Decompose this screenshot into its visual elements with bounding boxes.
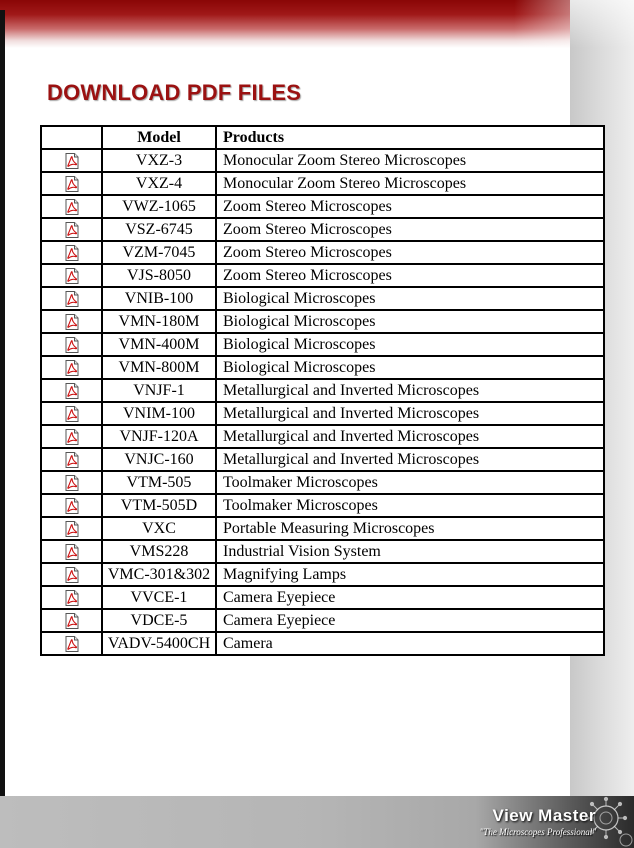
model-cell: VXC (102, 517, 216, 540)
pdf-link-cell (41, 425, 102, 448)
pdf-link-cell (41, 264, 102, 287)
table-row (41, 471, 604, 494)
product-cell: Zoom Stereo Microscopes (216, 241, 604, 264)
table-row (41, 609, 604, 632)
pdf-file-icon[interactable] (65, 498, 79, 514)
pdf-link-cell (41, 310, 102, 333)
pdf-link-cell (41, 172, 102, 195)
model-cell: VJS-8050 (102, 264, 216, 287)
pdf-file-icon[interactable] (65, 475, 79, 491)
pdf-file-icon[interactable] (65, 268, 79, 284)
pdf-link-cell (41, 195, 102, 218)
table-row (41, 356, 604, 379)
model-cell: VTM-505 (102, 471, 216, 494)
pdf-file-icon[interactable] (65, 613, 79, 629)
pdf-file-icon[interactable] (65, 521, 79, 537)
pdf-link-cell (41, 379, 102, 402)
pdf-file-icon[interactable] (65, 222, 79, 238)
pdf-link-cell (41, 540, 102, 563)
table-row (41, 632, 604, 655)
model-cell: VMN-180M (102, 310, 216, 333)
table-row (41, 195, 604, 218)
pdf-link-cell (41, 287, 102, 310)
model-cell: VVCE-1 (102, 586, 216, 609)
pdf-link-cell (41, 586, 102, 609)
pdf-file-icon[interactable] (65, 567, 79, 583)
pdf-file-icon[interactable] (65, 153, 79, 169)
product-cell: Monocular Zoom Stereo Microscopes (216, 172, 604, 195)
product-cell: Industrial Vision System (216, 540, 604, 563)
pdf-link-cell (41, 494, 102, 517)
model-cell: VXZ-4 (102, 172, 216, 195)
pdf-download-table (40, 125, 605, 656)
product-cell: Camera Eyepiece (216, 586, 604, 609)
product-cell: Biological Microscopes (216, 287, 604, 310)
product-cell: Biological Microscopes (216, 310, 604, 333)
table-row (41, 149, 604, 172)
header-icon-cell (41, 126, 102, 149)
pdf-link-cell (41, 448, 102, 471)
pdf-file-icon[interactable] (65, 544, 79, 560)
product-cell: Zoom Stereo Microscopes (216, 218, 604, 241)
pdf-file-icon[interactable] (65, 429, 79, 445)
table-row (41, 333, 604, 356)
pdf-link-cell (41, 149, 102, 172)
pdf-file-icon[interactable] (65, 245, 79, 261)
product-cell: Biological Microscopes (216, 333, 604, 356)
header-products: Products (216, 126, 604, 149)
model-cell: VSZ-6745 (102, 218, 216, 241)
model-cell: VXZ-3 (102, 149, 216, 172)
pdf-file-icon[interactable] (65, 314, 79, 330)
model-cell: VMC-301&302 (102, 563, 216, 586)
product-cell: Camera Eyepiece (216, 609, 604, 632)
table-row (41, 310, 604, 333)
pdf-link-cell (41, 609, 102, 632)
product-cell: Camera (216, 632, 604, 655)
model-cell: VWZ-1065 (102, 195, 216, 218)
pdf-file-icon[interactable] (65, 383, 79, 399)
table-body (41, 149, 604, 655)
product-cell: Biological Microscopes (216, 356, 604, 379)
product-cell: Zoom Stereo Microscopes (216, 264, 604, 287)
product-cell: Toolmaker Microscopes (216, 471, 604, 494)
pdf-link-cell (41, 241, 102, 264)
table-row (41, 172, 604, 195)
model-cell: VADV-5400CH (102, 632, 216, 655)
model-cell: VMN-800M (102, 356, 216, 379)
pdf-file-icon[interactable] (65, 452, 79, 468)
pdf-file-icon[interactable] (65, 406, 79, 422)
left-edge-border (0, 10, 5, 796)
pdf-link-cell (41, 632, 102, 655)
header-model: Model (102, 126, 216, 149)
brand-name: View Master (492, 806, 596, 825)
table-row (41, 448, 604, 471)
pdf-file-icon[interactable] (65, 199, 79, 215)
product-cell: Magnifying Lamps (216, 563, 604, 586)
pdf-link-cell (41, 471, 102, 494)
product-cell: Portable Measuring Microscopes (216, 517, 604, 540)
pdf-file-icon[interactable] (65, 337, 79, 353)
product-cell: Metallurgical and Inverted Microscopes (216, 402, 604, 425)
product-cell: Toolmaker Microscopes (216, 494, 604, 517)
table-row (41, 563, 604, 586)
product-cell: Zoom Stereo Microscopes (216, 195, 604, 218)
page-title: DOWNLOAD PDF FILES (47, 80, 302, 105)
table-row (41, 402, 604, 425)
pdf-link-cell (41, 218, 102, 241)
model-cell: VMN-400M (102, 333, 216, 356)
table-row (41, 264, 604, 287)
pdf-link-cell (41, 402, 102, 425)
table-row (41, 379, 604, 402)
table-row (41, 218, 604, 241)
product-cell: Metallurgical and Inverted Microscopes (216, 379, 604, 402)
brand-tagline: "The Microscopes Professional" (479, 827, 596, 837)
pdf-link-cell (41, 356, 102, 379)
pdf-link-cell (41, 333, 102, 356)
model-cell: VZM-7045 (102, 241, 216, 264)
table-row (41, 517, 604, 540)
pdf-file-icon[interactable] (65, 360, 79, 376)
top-banner (0, 0, 634, 48)
table-row (41, 287, 604, 310)
table-row (41, 586, 604, 609)
pdf-file-icon[interactable] (65, 590, 79, 606)
table-row (41, 540, 604, 563)
table-header-row (41, 126, 604, 149)
model-cell: VNIB-100 (102, 287, 216, 310)
model-cell: VNJC-160 (102, 448, 216, 471)
product-cell: Monocular Zoom Stereo Microscopes (216, 149, 604, 172)
product-cell: Metallurgical and Inverted Microscopes (216, 425, 604, 448)
pdf-link-cell (41, 517, 102, 540)
table-row (41, 241, 604, 264)
model-cell: VNJF-1 (102, 379, 216, 402)
pdf-file-icon[interactable] (65, 176, 79, 192)
model-cell: VTM-505D (102, 494, 216, 517)
brand-logo (480, 806, 596, 838)
pdf-file-icon[interactable] (65, 291, 79, 307)
table-row (41, 425, 604, 448)
model-cell: VNIM-100 (102, 402, 216, 425)
pdf-link-cell (41, 563, 102, 586)
model-cell: VDCE-5 (102, 609, 216, 632)
product-cell: Metallurgical and Inverted Microscopes (216, 448, 604, 471)
model-cell: VMS228 (102, 540, 216, 563)
pdf-file-icon[interactable] (65, 636, 79, 652)
model-cell: VNJF-120A (102, 425, 216, 448)
table-row (41, 494, 604, 517)
